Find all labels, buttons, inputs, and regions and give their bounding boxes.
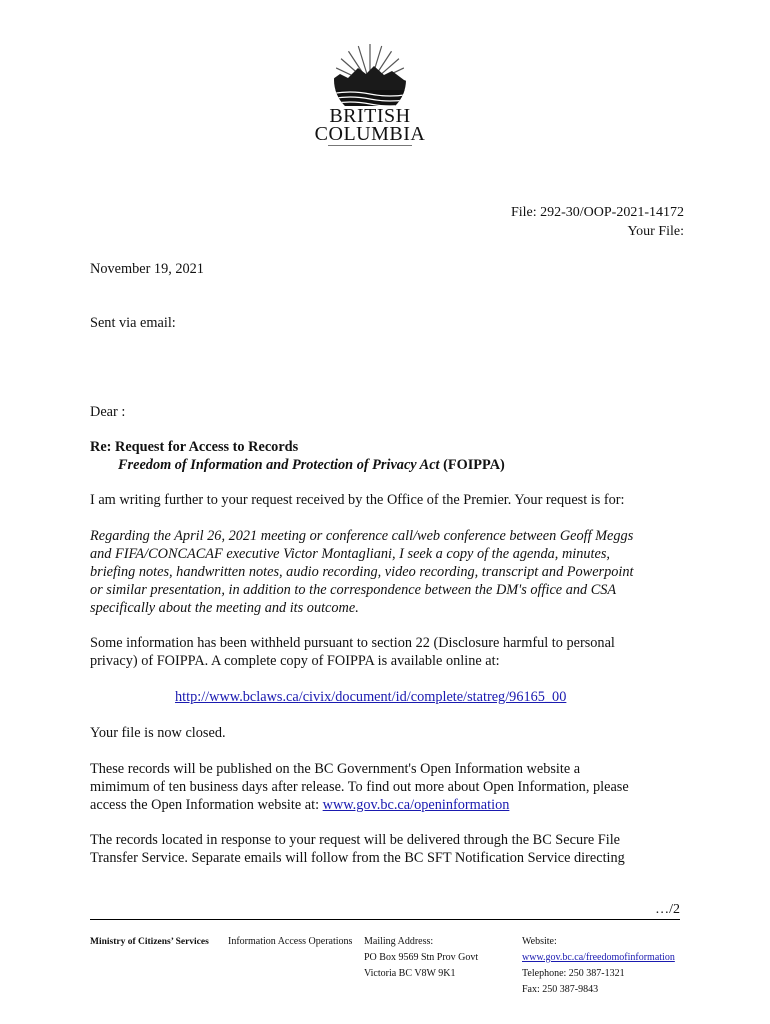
continued-marker: …/2 — [655, 902, 680, 917]
file-number: File: 292-30/OOP-2021-14172 — [510, 205, 684, 220]
your-file: Your File: — [627, 224, 684, 239]
request-line: specifically about the meeting and its outcome. — [90, 600, 359, 616]
footer-telephone: Telephone: 250 387-1321 — [522, 968, 625, 979]
publish-line: These records will be published on the BC Government's Open Information website a — [90, 761, 581, 777]
footer-mailing-line: PO Box 9569 Stn Prov Govt — [364, 952, 479, 963]
footer-office: Information Access Operations — [228, 936, 353, 947]
act-abbr: (FOIPPA) — [439, 457, 505, 473]
salutation: Dear : — [90, 404, 126, 420]
publish-line: mimimum of ten business days after release. To find out more about Open Information, please — [90, 779, 629, 795]
publish-line-text: access the Open Information website at: — [90, 797, 323, 813]
sent-via-email: Sent via email: — [90, 315, 176, 331]
foippa-link[interactable]: http://www.bclaws.ca/civix/document/id/complete/statreg/96165_00 — [175, 689, 567, 705]
re-line: Re: Request for Access to Records — [90, 439, 299, 455]
request-line: or similar presentation, in addition to the correspondence between the DM's office and CSA — [90, 582, 617, 598]
letter-date: November 19, 2021 — [90, 261, 204, 277]
footer-ministry: Ministry of Citizens’ Services — [90, 937, 209, 947]
delivery-line: Transfer Service. Separate emails will follow from the BC SFT Notification Service directing — [90, 850, 625, 866]
request-line: briefing notes, handwritten notes, audio recording, video recording, transcript and Powerpoint — [90, 564, 634, 580]
request-line: Regarding the April 26, 2021 meeting or conference call/web conference between Geoff Meggs — [90, 528, 634, 544]
bc-government-logo — [300, 44, 440, 148]
request-line: and FIFA/CONCACAF executive Victor Montagliani, I seek a copy of the agenda, minutes, — [90, 546, 610, 562]
logo-text-columbia: COLUMBIA — [314, 123, 426, 145]
footer-fax: Fax: 250 387-9843 — [522, 984, 599, 995]
foippa-link-row — [175, 688, 566, 706]
sun-mountains-emblem — [300, 44, 440, 106]
footer-website-link[interactable]: www.gov.bc.ca/freedomofinformation — [522, 952, 675, 963]
publish-line — [90, 796, 509, 814]
intro-paragraph: I am writing further to your request received by the Office of the Premier. Your request is for: — [90, 492, 625, 508]
file-closed: Your file is now closed. — [90, 725, 226, 741]
footer-mailing-line: Victoria BC V8W 9K1 — [364, 968, 456, 979]
withheld-line: privacy) of FOIPPA. A complete copy of FOIPPA is available online at: — [90, 653, 500, 669]
logo-text-british: BRITISH — [329, 105, 411, 127]
footer-divider — [90, 919, 680, 920]
footer-mailing-label: Mailing Address: — [364, 936, 434, 947]
act-title: Freedom of Information and Protection of Privacy Act — [118, 457, 440, 473]
withheld-line: Some information has been withheld pursuant to section 22 (Disclosure harmful to personal — [90, 635, 615, 651]
act-line — [118, 456, 505, 474]
footer-website-label: Website: — [522, 936, 557, 947]
delivery-line: The records located in response to your request will be delivered through the BC Secure File — [90, 832, 621, 848]
open-information-link[interactable]: www.gov.bc.ca/openinformation — [322, 797, 510, 813]
logo-underline — [328, 145, 412, 146]
